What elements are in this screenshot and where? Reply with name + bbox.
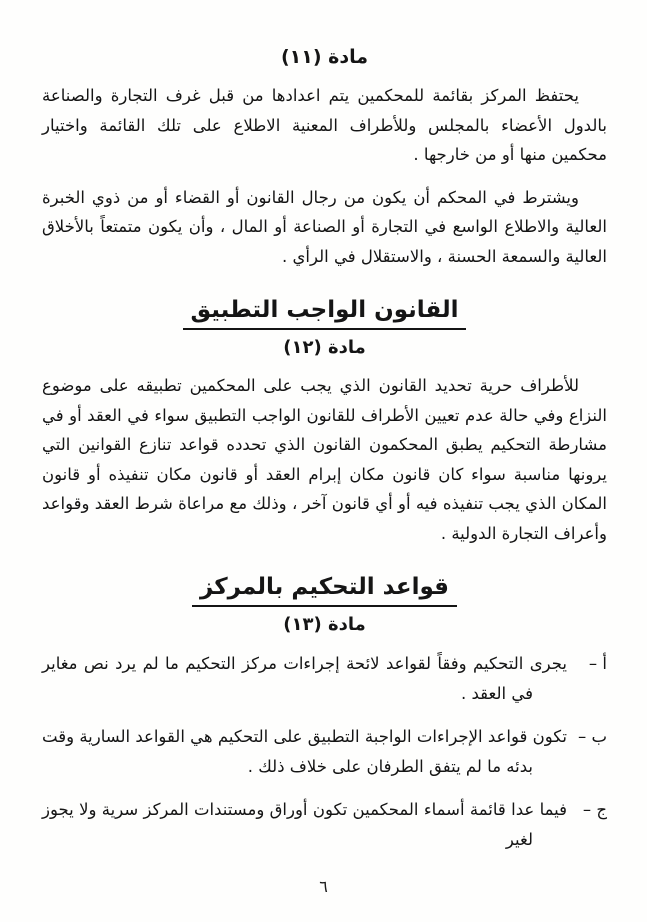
- clause-c-text: فيما عدا قائمة أسماء المحكمين تكون أوراق ومستندات المركز سرية ولا يجوز لغير: [42, 800, 567, 849]
- article-12-paragraph: للأطراف حرية تحديد القانون الذي يجب على المحكمين تطبيقه على موضوع النزاع وفي حالة عدم تعيين الأطراف للقانون الواجب التطبيق سواء في العقد أو في مشارطة التحكيم يطبق المحكمون القانون الذي تحدده قواعد تنازع القوانين التي يرونها مناسبة سواء كان قانون مكان إبرام العقد أو قانون مكان تنفيذه أو قانون المكان الذي يجب تنفيذه فيه أو أي قانون آخر ، وذلك مع مراعاة شرط العقد وقواعد وأعراف التجارة الدولية .: [42, 376, 607, 543]
- page-number: ٦: [319, 877, 328, 896]
- article-12-heading: مادة (١٢): [283, 337, 366, 358]
- clause-b: [42, 722, 607, 781]
- clause-b-text: تكون قواعد الإجراءات الواجبة التطبيق على التحكيم هي القواعد السارية وقت بدئه ما لم يتفق الطرفان على خلاف ذلك .: [42, 727, 567, 776]
- article-13-heading: مادة (١٣): [283, 614, 366, 635]
- section-title-applicable-law: القانون الواجب التطبيق: [183, 297, 467, 330]
- article-11-paragraph-1: يحتفظ المركز بقائمة للمحكمين يتم اعدادها من قبل غرف التجارة والصناعة بالدول الأعضاء بالمجلس وللأطراف المعنية الاطلاع على تلك القائمة واختيار محكمين منها أو من خارجها .: [42, 86, 607, 164]
- article-13-clauses: [42, 649, 607, 854]
- article-11-heading: مادة (١١): [280, 46, 369, 68]
- clause-a-text: يجرى التحكيم وفقاً لقواعد لائحة إجراءات مركز التحكيم ما لم يرد نص مغاير في العقد .: [42, 654, 567, 703]
- section-applicable-law: [42, 297, 607, 330]
- article-11-paragraph-2: ويشترط في المحكم أن يكون من رجال القانون أو القضاء أو من ذوي الخبرة العالية والاطلاع الواسع في التجارة أو الصناعة أو المال ، وأن يكون متمتعاً بالأخلاق العالية والسمعة الحسنة ، والاستقلال في الرأي .: [42, 187, 607, 266]
- clause-c: [42, 795, 607, 854]
- clause-b-marker: ب –: [577, 727, 607, 746]
- clause-c-marker: ج –: [582, 800, 607, 819]
- clause-a: [42, 649, 607, 708]
- section-center-rules: [42, 574, 607, 607]
- section-title-center-rules: قواعد التحكيم بالمركز: [192, 574, 457, 607]
- clause-a-marker: أ –: [588, 654, 607, 673]
